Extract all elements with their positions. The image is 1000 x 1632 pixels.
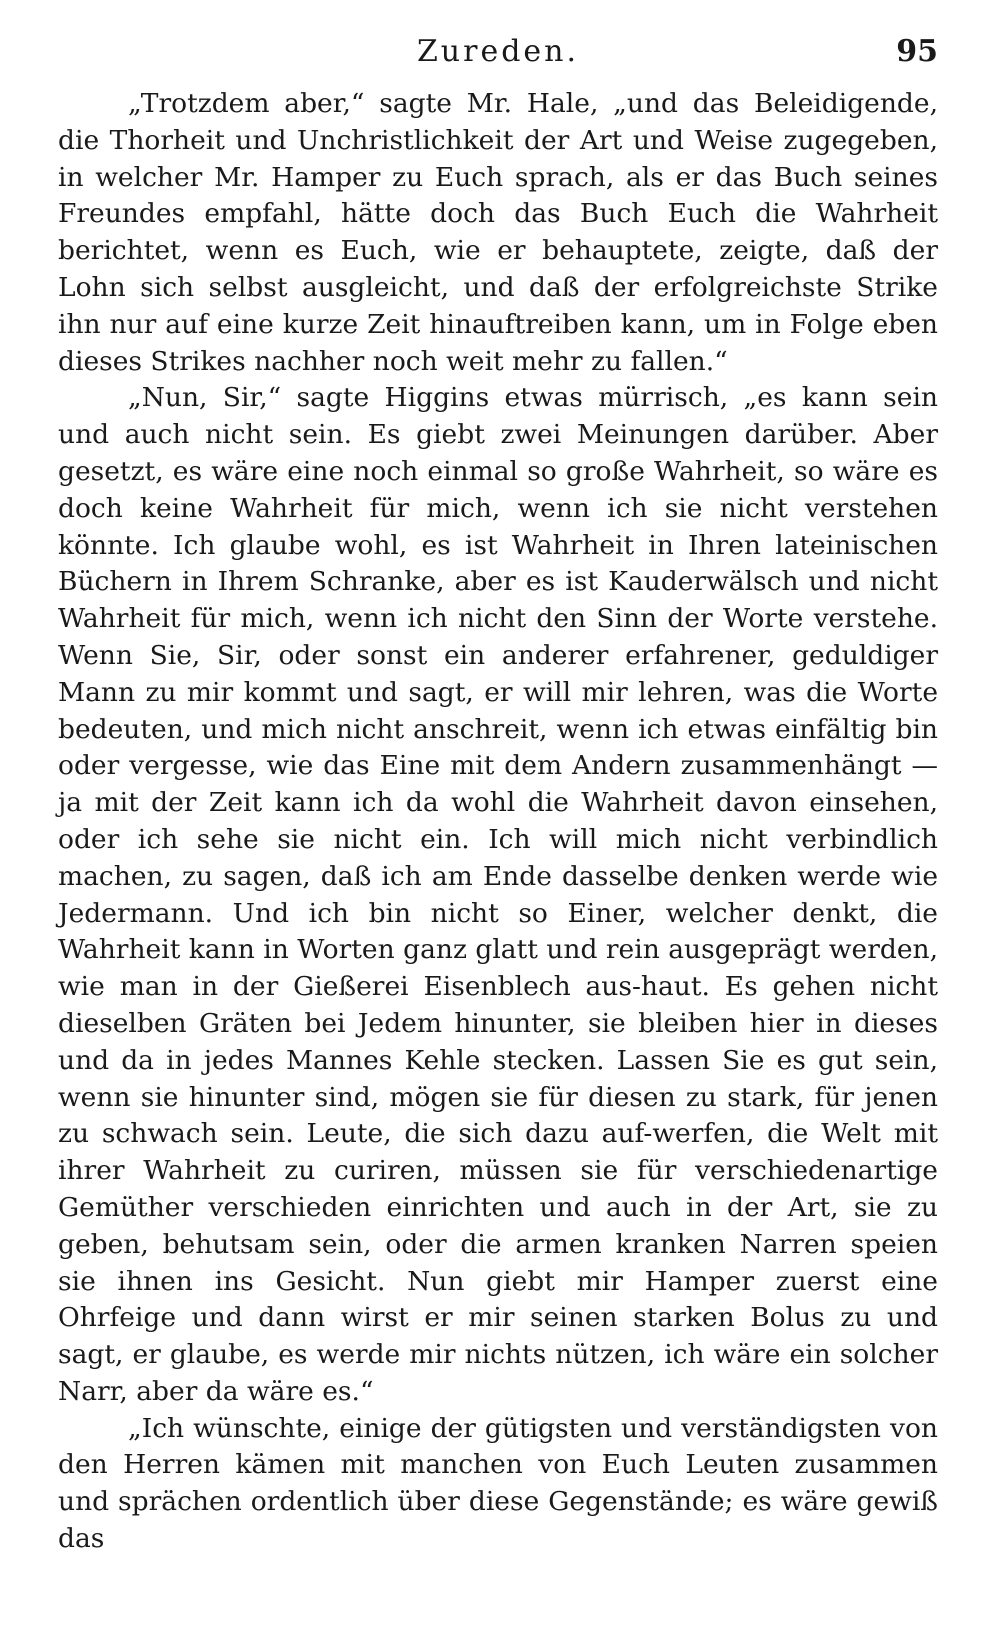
paragraph: „Ich wünschte, einige der gütigsten und verständigsten von den Herren kämen mit manchen von Euch Leuten zusammen und sprächen ordentlich über diese Gegenstände; es wäre gewiß das xyxy=(58,1412,938,1555)
page-number: 95 xyxy=(896,34,938,69)
paragraph: „Nun, Sir,“ sagte Higgins etwas mürrisch, „es kann sein und auch nicht sein. Es giebt zwei Meinungen darüber. Aber gesetzt, es wäre eine noch einmal so große Wahrheit, so wäre es doch keine Wahrheit für mich, wenn ich sie nicht verstehen könnte. Ich glaube wohl, es ist Wahrheit in Ihren lateinischen Büchern in Ihrem Schranke, aber es ist Kauderwälsch und nicht Wahrheit für mich, wenn ich nicht den Sinn der Worte verstehe. Wenn Sie, Sir, oder sonst ein anderer erfahrener, geduldiger Mann zu mir kommt und sagt, er will mir lehren, was die Worte bedeuten, und mich nicht anschreit, wenn ich etwas einfältig bin oder vergesse, wie das Eine mit dem Andern zusammenhängt — ja mit der Zeit kann ich da wohl die Wahrheit davon einsehen, oder ich sehe sie nicht ein. Ich will mich nicht verbindlich machen, zu sagen, daß ich am Ende dasselbe denken werde wie Jedermann. Und ich bin nicht so Einer, welcher denkt, die Wahrheit kann in Worten ganz glatt und rein ausgeprägt werden, wie man in der Gießerei Eisenblech aus-haut. Es gehen nicht dieselben Gräten bei Jedem hinunter, sie bleiben hier in dieses und da in jedes Mannes Kehle stecken. Lassen Sie es gut sein, wenn sie hinunter sind, mögen sie für diesen zu stark, für jenen zu schwach sein. Leute, die sich dazu auf-werfen, die Welt mit ihrer Wahrheit zu curiren, müssen sie für verschiedenartige Gemüther verschieden einrichten und auch in der Art, sie zu geben, behutsam sein, oder die armen kranken Narren speien sie ihnen ins Gesicht. Nun giebt mir Hamper zuerst eine Ohrfeige und dann wirst er mir seinen starken Bolus zu und sagt, er glaube, es werde mir nichts nützen, ich wäre ein solcher Narr, aber da wäre es.“ xyxy=(58,382,938,1407)
body-text xyxy=(58,86,938,1558)
book-page xyxy=(58,28,938,1608)
running-title: Zureden. xyxy=(416,34,580,69)
paragraph: „Trotzdem aber,“ sagte Mr. Hale, „und das Beleidigende, die Thorheit und Unchristlichkeit der Art und Weise zugegeben, in welcher Mr. Hamper zu Euch sprach, als er das Buch seines Freundes empfahl, hätte doch das Buch Euch die Wahrheit berichtet, wenn es Euch, wie er behauptete, zeigte, daß der Lohn sich selbst ausgleicht, und daß der erfolgreichste Strike ihn nur auf eine kurze Zeit hinauftreiben kann, um in Folge eben dieses Strikes nachher noch weit mehr zu fallen.“ xyxy=(58,88,938,377)
running-head xyxy=(58,28,938,76)
